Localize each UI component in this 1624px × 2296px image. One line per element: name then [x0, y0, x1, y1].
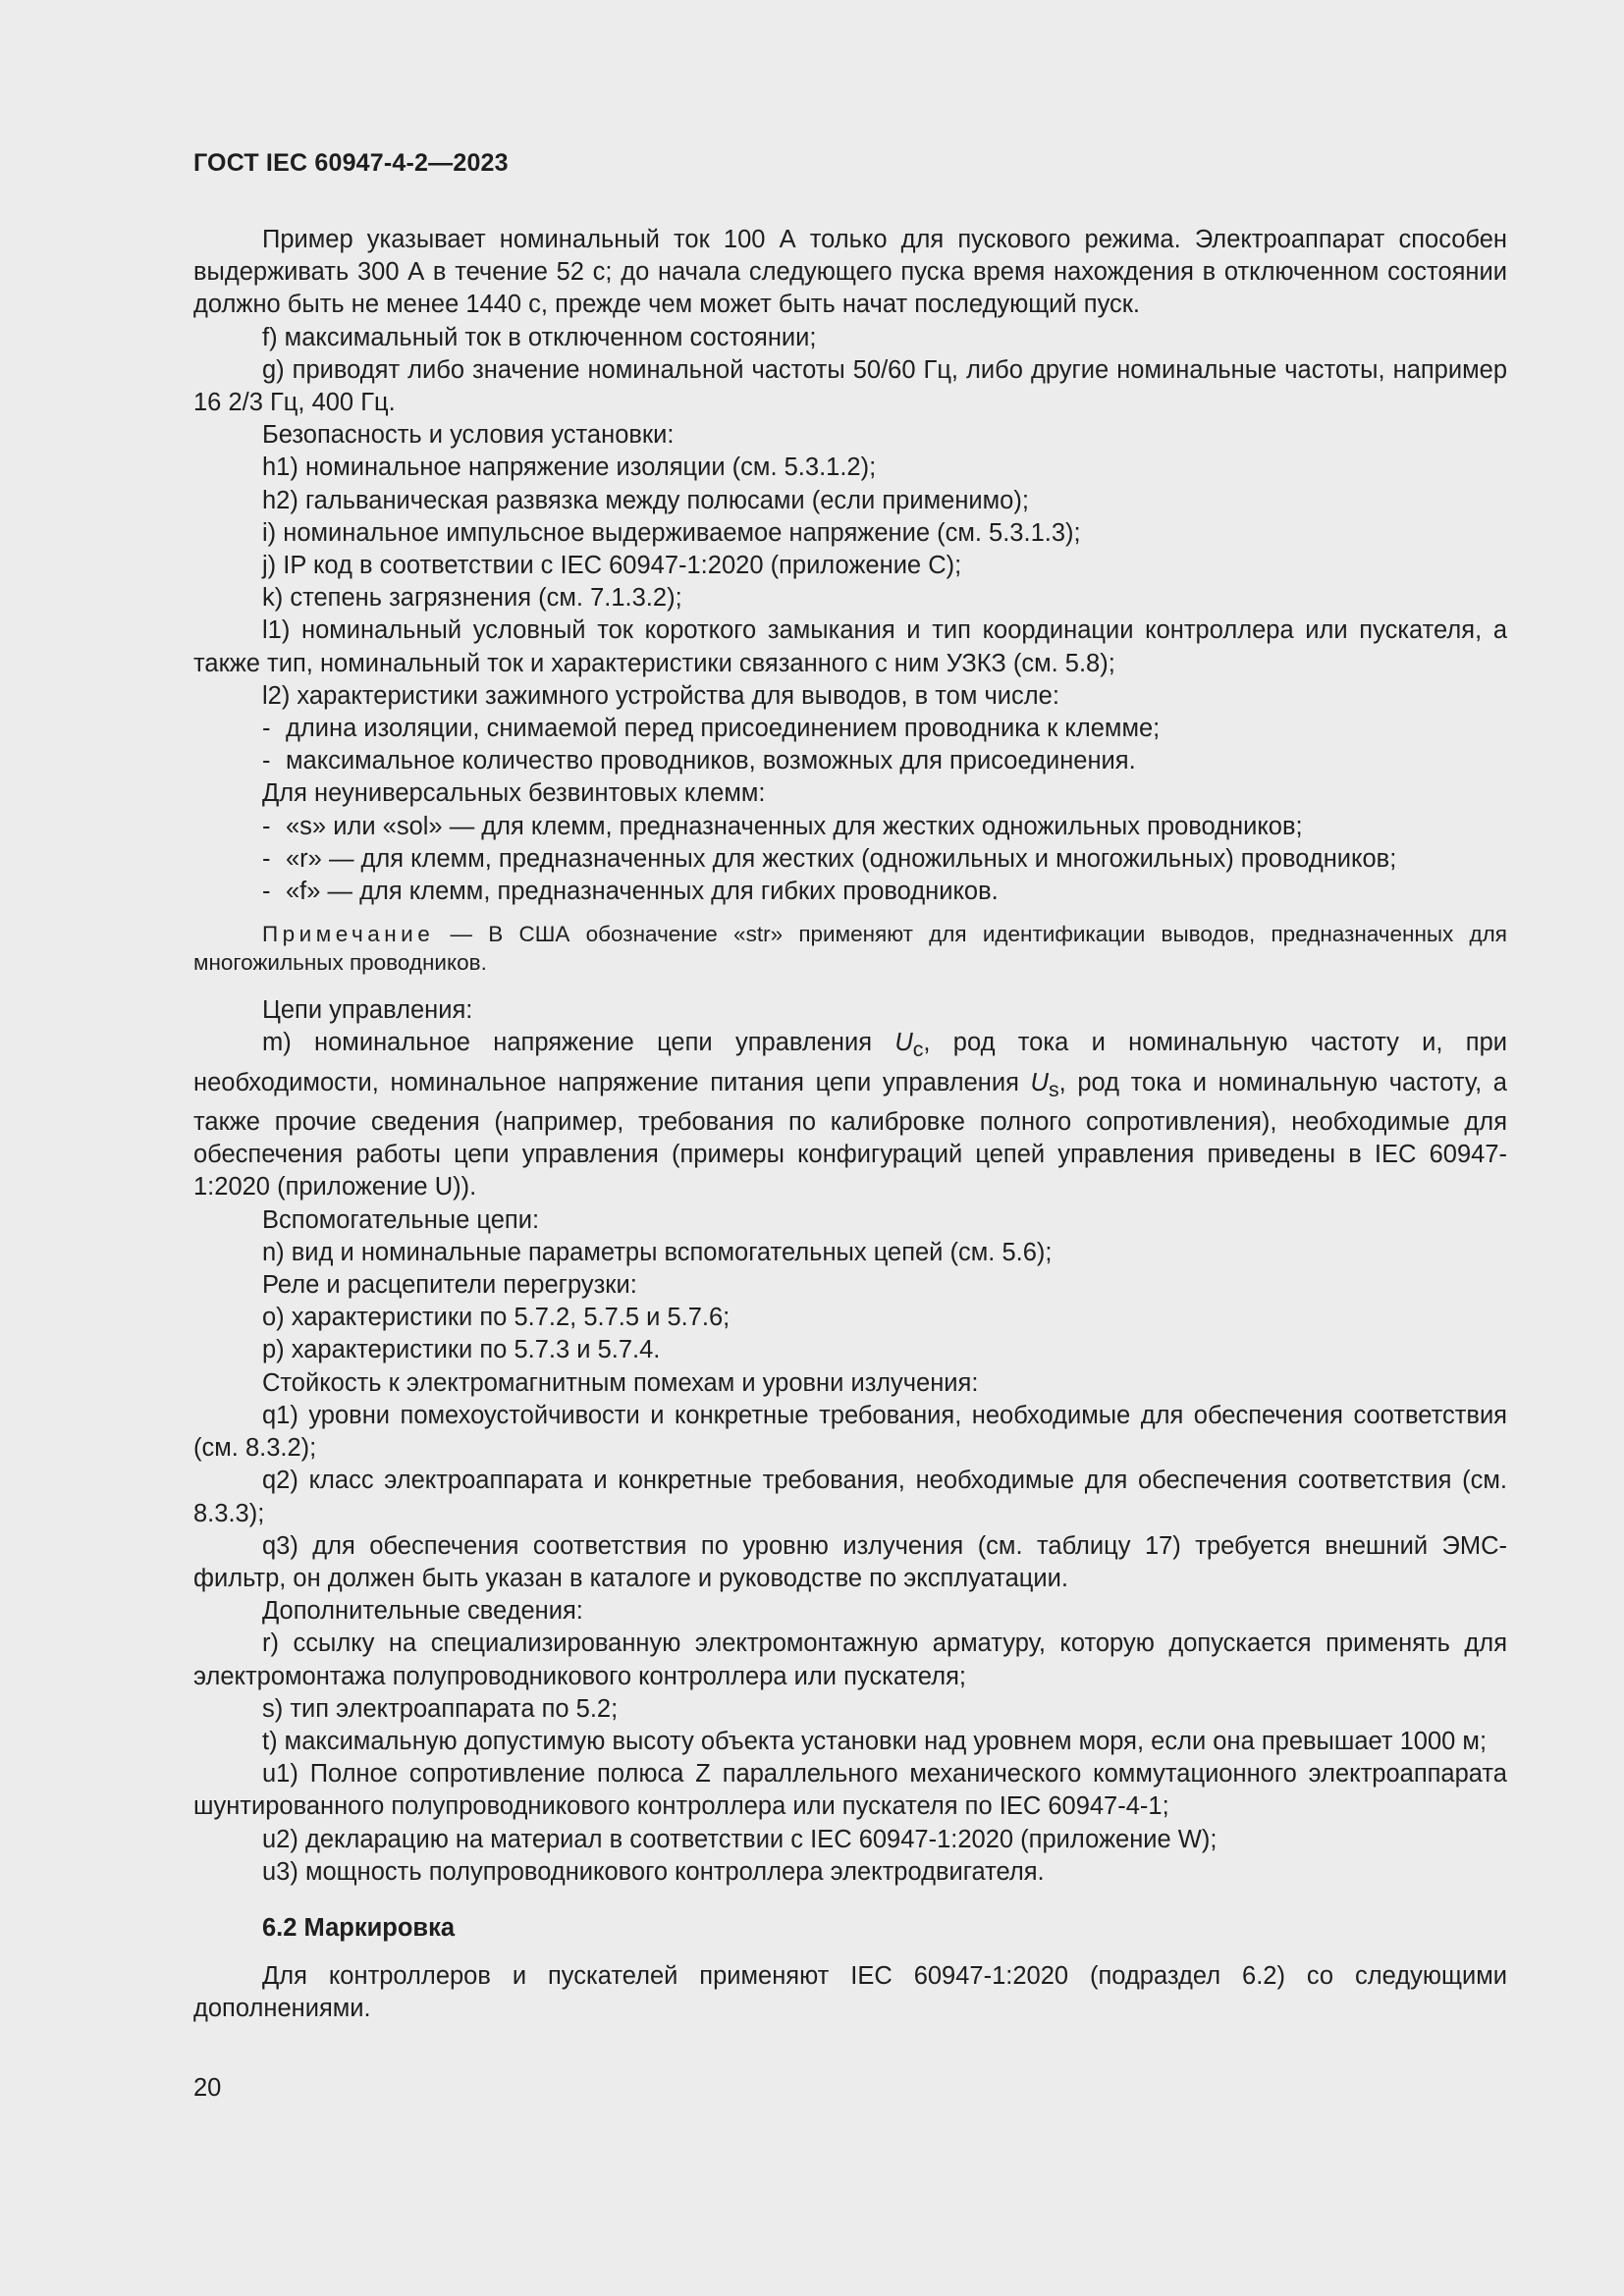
item-q2: q2) класс электроаппарата и конкретные требования, необходимые для обеспечения соответствия (см. 8.3.3); [193, 1467, 1507, 1527]
item-k: k) степень загрязнения (см. 7.1.3.2); [262, 584, 682, 613]
paragraph-example: Пример указывает номинальный ток 100 А только для пускового режима. Электроаппарат способен выдерживать 300 А в течение 52 с; до начала следующего пуска время нахождения в отключенном состоянии должно быть не менее 1440 с, прежде чем может быть начат последующий пуск. [193, 226, 1507, 319]
item-t: t) максимальную допустимую высоту объекта установки над уровнем моря, если она превышает 1000 м; [262, 1727, 1488, 1755]
dash-marker: - [262, 844, 271, 873]
group-heading-screwless: Для неуниверсальных безвинтовых клемм: [262, 779, 766, 808]
section-heading: 6.2 Маркировка [262, 1913, 456, 1942]
item-m-text: , род тока и номинальную частоту, а также прочие сведения (например, требования по калибровке полного сопротивления), необходимые для обеспечения работы цепи управления (примеры конфигураций цепей управления приведены в IEC 60947-1:2020 (приложение U)). [193, 1068, 1507, 1201]
item-h2: h2) гальваническая развязка между полюсами (если применимо); [262, 486, 1029, 514]
dash-marker: - [262, 812, 271, 840]
dash-item-text: «s» или «sol» — для клемм, предназначенных для жестких одножильных проводников; [286, 812, 1303, 840]
dash-item-text: «r» — для клемм, предназначенных для жестких (одножильных и многожильных) проводников; [286, 844, 1397, 873]
dash-item [193, 843, 1507, 876]
dash-item-text: «f» — для клемм, предназначенных для гибких проводников. [286, 878, 999, 906]
item-g: g) приводят либо значение номинальной частоты 50/60 Гц, либо другие номинальные частоты, например 16 2/3 Гц, 400 Гц. [193, 355, 1507, 417]
note-label: Примечание [262, 922, 435, 947]
page-content [193, 224, 1507, 2026]
group-heading-additional: Дополнительные сведения: [262, 1597, 583, 1626]
item-q1: q1) уровни помехоустойчивости и конкретные требования, необходимые для обеспечения соответствия (см. 8.3.2); [193, 1401, 1507, 1463]
group-heading-safety: Безопасность и условия установки: [262, 421, 675, 450]
subscript-s: s [1048, 1077, 1059, 1101]
dash-item-text: длина изоляции, снимаемой перед присоединением проводника к клемме; [286, 715, 1161, 743]
symbol-uc: U [894, 1029, 913, 1057]
dash-item-text: максимальное количество проводников, возможных для присоединения. [286, 747, 1136, 775]
dash-item [193, 811, 1507, 843]
item-h1: h1) номинальное напряжение изоляции (см. 5.3.1.2); [262, 454, 877, 482]
item-u1: u1) Полное сопротивление полюса Z параллельного механического коммутационного электроаппарата шунтированного полупроводникового контроллера или пускателя по IEC 60947-4-1; [193, 1760, 1507, 1821]
item-s: s) тип электроаппарата по 5.2; [262, 1694, 619, 1723]
group-heading-control: Цепи управления: [262, 996, 473, 1025]
dash-item [193, 713, 1507, 745]
item-n: n) вид и номинальные параметры вспомогательных цепей (см. 5.6); [262, 1238, 1053, 1266]
dash-item [193, 745, 1507, 777]
item-i: i) номинальное импульсное выдерживаемое напряжение (см. 5.3.1.3); [262, 518, 1081, 547]
item-q3: q3) для обеспечения соответствия по уровню излучения (см. таблицу 17) требуется внешний ЭМС-фильтр, он должен быть указан в каталоге и руководстве по эксплуатации. [193, 1531, 1507, 1592]
item-f: f) максимальный ток в отключенном состоянии; [262, 323, 817, 351]
item-u2: u2) декларацию на материал в соответствии с IEC 60947-1:2020 (приложение W); [262, 1825, 1218, 1853]
item-m [193, 1027, 1507, 1203]
dash-marker: - [262, 747, 271, 775]
item-m-text: , род тока и номинальную частоту и, при необходимости, номинальное напряжение питания цепи управления [193, 1029, 1507, 1096]
dash-item [193, 876, 1507, 908]
item-u3: u3) мощность полупроводникового контроллера электродвигателя. [262, 1857, 1045, 1886]
group-heading-relays: Реле и расцепители перегрузки: [262, 1271, 637, 1300]
item-m-text: m) номинальное напряжение цепи управления [262, 1029, 895, 1057]
group-heading-auxiliary: Вспомогательные цепи: [262, 1205, 540, 1234]
symbol-us: U [1030, 1068, 1049, 1096]
item-l2: l2) характеристики зажимного устройства для выводов, в том числе: [262, 681, 1059, 710]
item-l1: l1) номинальный условный ток короткого замыкания и тип координации контроллера или пускателя, а также тип, номинальный ток и характеристики связанного с ним УЗКЗ (см. 5.8); [193, 616, 1507, 677]
group-heading-emc: Стойкость к электромагнитным помехам и уровни излучения: [262, 1368, 979, 1397]
item-p: p) характеристики по 5.7.3 и 5.7.4. [262, 1336, 661, 1364]
document-code-header: ГОСТ IEC 60947-4-2—2023 [193, 149, 509, 177]
section-text: Для контроллеров и пускателей применяют IEC 60947-1:2020 (подраздел 6.2) со следующими дополнениями. [193, 1962, 1507, 2023]
subscript-c: c [912, 1038, 924, 1062]
dash-marker: - [262, 715, 271, 743]
note-separator: — [434, 922, 489, 947]
note [193, 920, 1507, 977]
item-r: r) ссылку на специализированную электромонтажную арматуру, которую допускается применять для электромонтажа полупроводникового контроллера или пускателя; [193, 1629, 1507, 1690]
page-number: 20 [193, 2074, 222, 2102]
item-o: o) характеристики по 5.7.2, 5.7.5 и 5.7.6; [262, 1304, 731, 1332]
item-j: j) IP код в соответствии с IEC 60947-1:2020 (приложение C); [262, 552, 962, 580]
dash-marker: - [262, 878, 271, 906]
note-text: В США обозначение «str» применяют для идентификации выводов, предназначенных для многожильных проводников. [193, 922, 1507, 976]
